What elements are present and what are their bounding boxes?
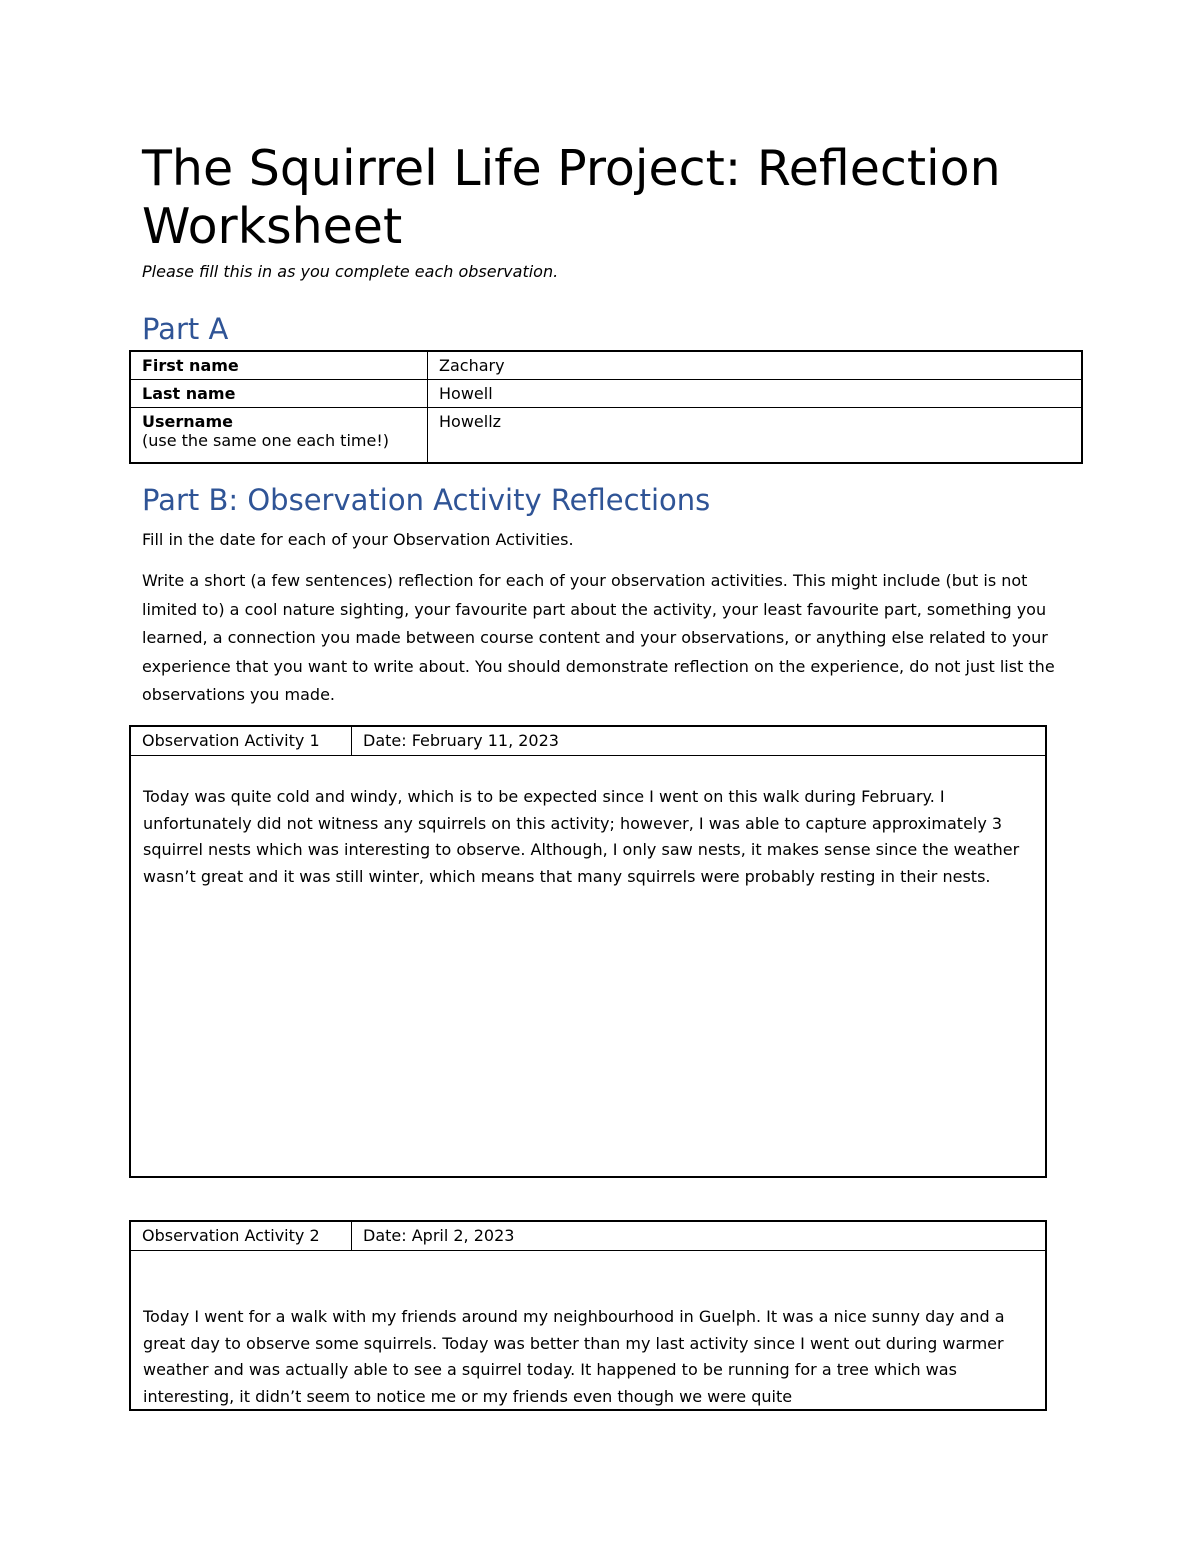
username-label: Username [142, 412, 233, 431]
username-value[interactable]: Howellz [428, 408, 1083, 464]
part-a-heading: Part A [142, 312, 229, 346]
reflection-cell[interactable] [130, 1251, 1046, 1411]
table-row [130, 756, 1046, 1178]
instruction-date: Fill in the date for each of your Observation Activities. [142, 530, 574, 549]
username-label-cell [130, 408, 428, 464]
last-name-label: Last name [130, 380, 428, 408]
instruction-reflection: Write a short (a few sentences) reflection for each of your observation activities. This might include (but is not limited to) a cool nature sighting, your favourite part about the activity, your least favourite part, something you learned, a connection you made between course content and your observations, or anything else related to your experience that you want to write about. You should demonstrate reflection on the experience, do not just list the observations you made. [142, 571, 1055, 704]
table-row [130, 408, 1082, 464]
page-title: The Squirrel Life Project: Reflection Worksheet [142, 140, 1001, 255]
reflection-clip [143, 1251, 1033, 1409]
username-note: (use the same one each time!) [142, 431, 389, 450]
first-name-value[interactable]: Zachary [428, 351, 1083, 380]
student-info-table [129, 350, 1083, 464]
activity-date[interactable]: Date: April 2, 2023 [352, 1221, 1047, 1251]
observation-activity-2-table [129, 1220, 1047, 1411]
page-subtitle: Please fill this in as you complete each observation. [142, 262, 559, 281]
reflection-text: Today was quite cold and windy, which is to be expected since I went on this walk during February. I unfortunately did not witness any squirrels on this activity; however, I was able to capture approximately 3 squirrel nests which was interesting to observe. Although, I only saw nests, it makes sense since the weather wasn’t great and it was still winter, which means that many squirrels were probably resting in their nests. [143, 787, 1020, 886]
reflection-cell[interactable] [130, 756, 1046, 1178]
table-row [130, 380, 1082, 408]
reflection-text: Today I went for a walk with my friends around my neighbourhood in Guelph. It was a nice sunny day and a great day to observe some squirrels. Today was better than my last activity since I went out during warmer weather and was actually able to see a squirrel today. It happened to be running for a tree which was interesting, it didn’t seem to notice me or my friends even though we were quite [143, 1307, 1005, 1406]
first-name-label: First name [130, 351, 428, 380]
table-row [130, 351, 1082, 380]
activity-label: Observation Activity 2 [130, 1221, 352, 1251]
activity-label: Observation Activity 1 [130, 726, 352, 756]
part-b-heading: Part B: Observation Activity Reflections [142, 483, 711, 517]
observation-activity-1-table [129, 725, 1047, 1178]
last-name-value[interactable]: Howell [428, 380, 1083, 408]
table-row [130, 726, 1046, 756]
activity-date[interactable]: Date: February 11, 2023 [352, 726, 1047, 756]
table-row [130, 1221, 1046, 1251]
table-row [130, 1251, 1046, 1411]
